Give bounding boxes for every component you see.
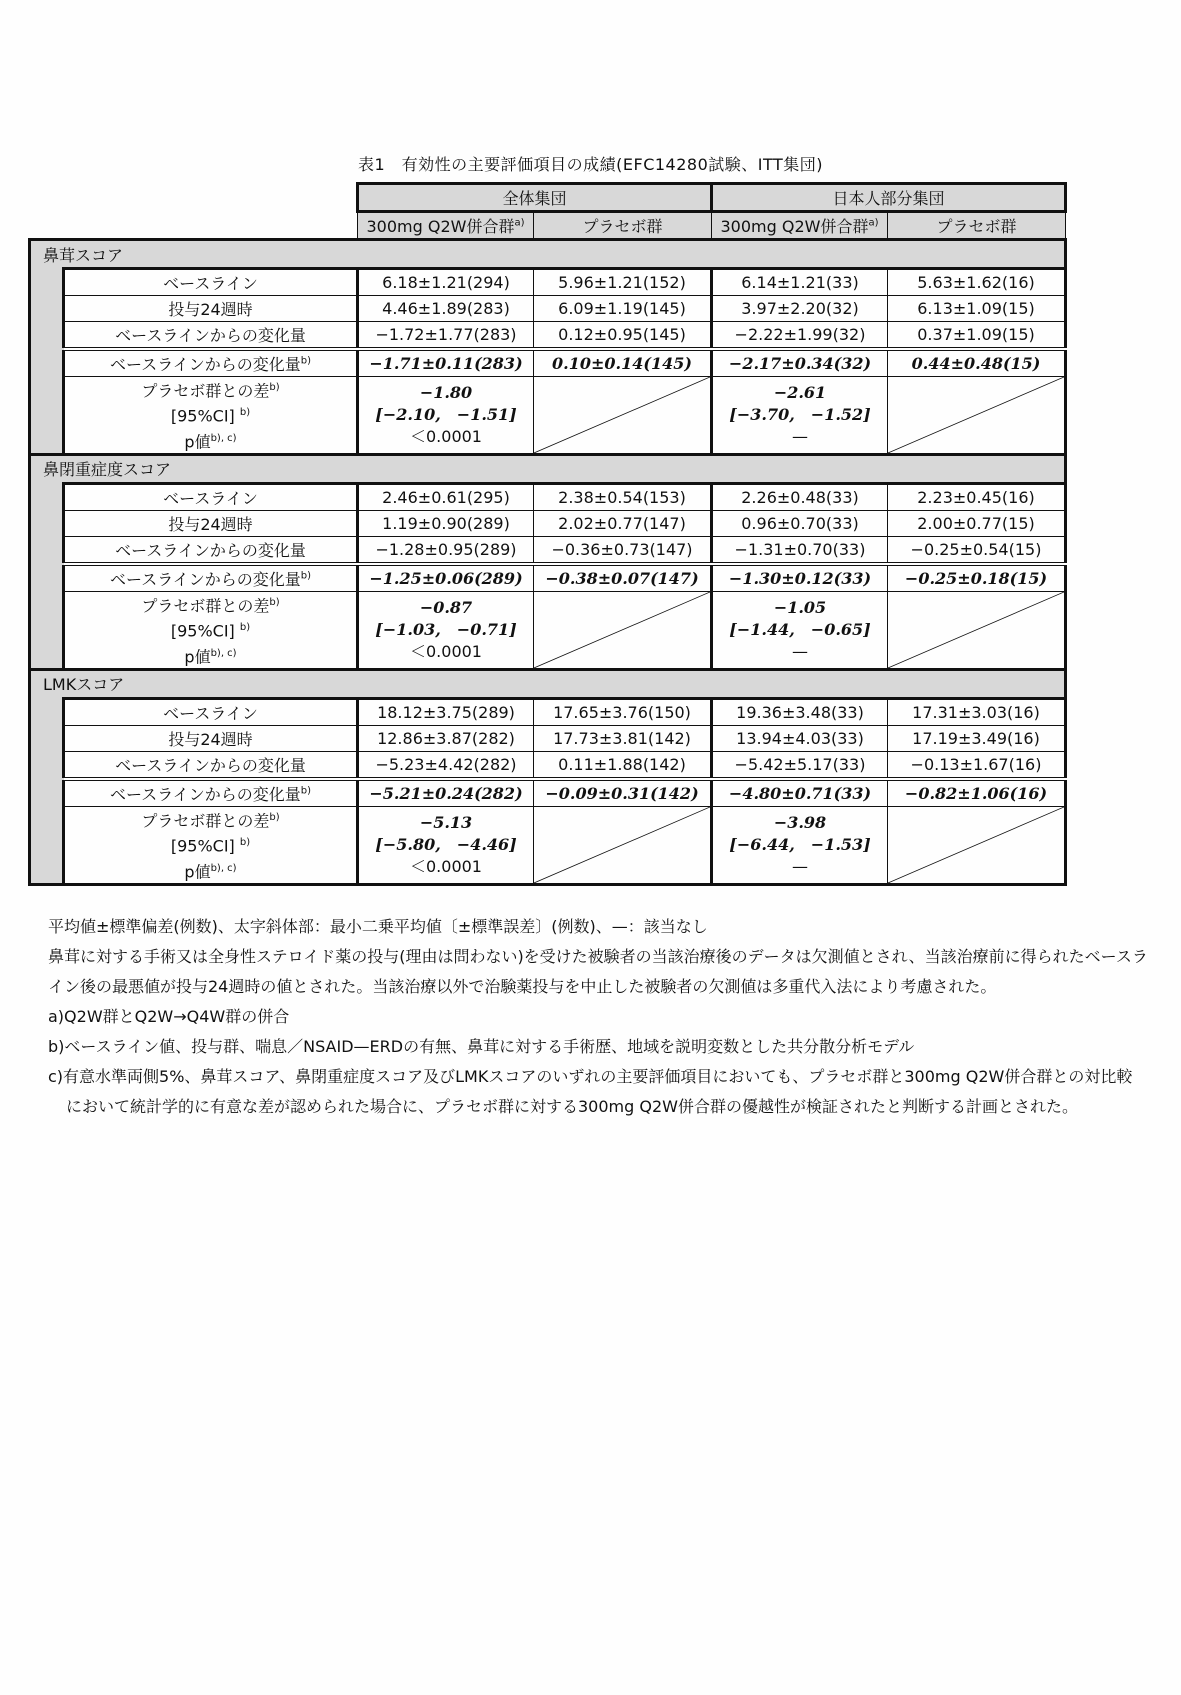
value-cell: 2.46±0.61(295) bbox=[358, 483, 534, 510]
footnote-legend: 平均値±標準偏差(例数)、太字斜体部：最小二乗平均値〔±標準誤差〕(例数)、—：該当なし bbox=[48, 917, 708, 936]
row-label-change: ベースラインからの変化量 bbox=[64, 536, 358, 564]
section-title: LMKスコア bbox=[30, 669, 1066, 698]
difference-all: −5.13 [−5.80, −4.46] ＜0.0001 bbox=[358, 806, 534, 884]
column-header-row bbox=[30, 212, 1066, 240]
table-row bbox=[30, 510, 1066, 536]
not-applicable-cell bbox=[888, 591, 1066, 669]
section-title: 鼻閉重症度スコア bbox=[30, 454, 1066, 483]
value-cell: 6.14±1.21(33) bbox=[712, 269, 888, 296]
value-cell: 1.19±0.90(289) bbox=[358, 510, 534, 536]
row-label-change_ls: ベースラインからの変化量$^{b)}$ bbox=[64, 779, 358, 807]
difference-all: −0.87 [−1.03, −0.71] ＜0.0001 bbox=[358, 591, 534, 669]
value-cell: 2.00±0.77(15) bbox=[888, 510, 1066, 536]
value-cell: 6.13±1.09(15) bbox=[888, 296, 1066, 322]
section-header-row bbox=[30, 240, 1066, 269]
value-cell: 4.46±1.89(283) bbox=[358, 296, 534, 322]
table-body bbox=[30, 240, 1066, 885]
value-cell: 18.12±3.75(289) bbox=[358, 698, 534, 725]
value-cell: −1.31±0.70(33) bbox=[712, 536, 888, 564]
value-cell: 13.94±4.03(33) bbox=[712, 725, 888, 751]
value-cell: −0.38±0.07(147) bbox=[534, 564, 712, 592]
row-label-difference: プラセボ群との差$^{b)}$ [95%CI] $^{b)}$ p値$^{b), c)}$ bbox=[64, 377, 358, 455]
value-cell: −1.28±0.95(289) bbox=[358, 536, 534, 564]
value-cell: −1.30±0.12(33) bbox=[712, 564, 888, 592]
footnotes bbox=[48, 912, 1148, 1122]
group-jp-header: 日本人部分集団 bbox=[712, 184, 1066, 212]
value-cell: 3.97±2.20(32) bbox=[712, 296, 888, 322]
value-cell: 5.63±1.62(16) bbox=[888, 269, 1066, 296]
table-row bbox=[30, 536, 1066, 564]
value-cell: 17.73±3.81(142) bbox=[534, 725, 712, 751]
col-drug-all: 300mg Q2W併合群$^{a)}$ bbox=[358, 212, 534, 240]
value-cell: −5.23±4.42(282) bbox=[358, 751, 534, 779]
value-cell: 19.36±3.48(33) bbox=[712, 698, 888, 725]
table-row bbox=[30, 751, 1066, 779]
value-cell: 5.96±1.21(152) bbox=[534, 269, 712, 296]
value-cell: −1.25±0.06(289) bbox=[358, 564, 534, 592]
row-label-week24: 投与24週時 bbox=[64, 296, 358, 322]
value-cell: −2.17±0.34(32) bbox=[712, 349, 888, 377]
row-label-baseline: ベースライン bbox=[64, 483, 358, 510]
value-cell: 2.23±0.45(16) bbox=[888, 483, 1066, 510]
difference-jp: −3.98 [−6.44, −1.53] — bbox=[712, 806, 888, 884]
row-label-baseline: ベースライン bbox=[64, 269, 358, 296]
row-label-difference: プラセボ群との差$^{b)}$ [95%CI] $^{b)}$ p値$^{b), c)}$ bbox=[64, 806, 358, 884]
table-row bbox=[30, 698, 1066, 725]
section-title: 鼻茸スコア bbox=[30, 240, 1066, 269]
value-cell: −5.42±5.17(33) bbox=[712, 751, 888, 779]
table-row bbox=[30, 564, 1066, 592]
table-caption: 表1 有効性の主要評価項目の成績(EFC14280試験、ITT集団) bbox=[357, 155, 824, 174]
section-header-row bbox=[30, 454, 1066, 483]
not-applicable-cell bbox=[534, 377, 712, 455]
table-row bbox=[30, 725, 1066, 751]
group-all-header: 全体集団 bbox=[358, 184, 712, 212]
value-cell: −5.21±0.24(282) bbox=[358, 779, 534, 807]
table-row bbox=[30, 483, 1066, 510]
table-row bbox=[30, 296, 1066, 322]
value-cell: −0.09±0.31(142) bbox=[534, 779, 712, 807]
not-applicable-cell bbox=[888, 377, 1066, 455]
difference-all: −1.80 [−2.10, −1.51] ＜0.0001 bbox=[358, 377, 534, 455]
row-label-week24: 投与24週時 bbox=[64, 510, 358, 536]
value-cell: 17.31±3.03(16) bbox=[888, 698, 1066, 725]
value-cell: −0.25±0.18(15) bbox=[888, 564, 1066, 592]
row-label-change: ベースラインからの変化量 bbox=[64, 751, 358, 779]
value-cell: 0.37±1.09(15) bbox=[888, 322, 1066, 350]
value-cell: 0.10±0.14(145) bbox=[534, 349, 712, 377]
table-row-difference bbox=[30, 591, 1066, 669]
row-label-change: ベースラインからの変化量 bbox=[64, 322, 358, 350]
value-cell: −0.13±1.67(16) bbox=[888, 751, 1066, 779]
row-label-week24: 投与24週時 bbox=[64, 725, 358, 751]
row-label-difference: プラセボ群との差$^{b)}$ [95%CI] $^{b)}$ p値$^{b), c)}$ bbox=[64, 591, 358, 669]
value-cell: 0.96±0.70(33) bbox=[712, 510, 888, 536]
table-row bbox=[30, 349, 1066, 377]
value-cell: −4.80±0.71(33) bbox=[712, 779, 888, 807]
value-cell: 12.86±3.87(282) bbox=[358, 725, 534, 751]
section-header-row bbox=[30, 669, 1066, 698]
value-cell: 6.18±1.21(294) bbox=[358, 269, 534, 296]
efficacy-table bbox=[28, 182, 1067, 886]
value-cell: 0.11±1.88(142) bbox=[534, 751, 712, 779]
table-row-difference bbox=[30, 377, 1066, 455]
difference-jp: −1.05 [−1.44, −0.65] — bbox=[712, 591, 888, 669]
footnote-a: a)Q2W群とQ2W→Q4W群の併合 bbox=[48, 1007, 290, 1026]
value-cell: −1.72±1.77(283) bbox=[358, 322, 534, 350]
value-cell: −2.22±1.99(32) bbox=[712, 322, 888, 350]
col-drug-jp: 300mg Q2W併合群$^{a)}$ bbox=[712, 212, 888, 240]
value-cell: 2.02±0.77(147) bbox=[534, 510, 712, 536]
value-cell: −0.25±0.54(15) bbox=[888, 536, 1066, 564]
table-row-difference bbox=[30, 806, 1066, 884]
row-label-baseline: ベースライン bbox=[64, 698, 358, 725]
footnote-imputation: 鼻茸に対する手術又は全身性ステロイド薬の投与(理由は問わない)を受けた被験者の当該治療後のデータは欠測値とされ、当該治療前に得られたベースライン後の最悪値が投与24週時の値とされた。当該治療以外で治験薬投与を中止した被験者の欠測値は多重代入法により考慮された。 bbox=[48, 947, 1148, 996]
value-cell: 0.44±0.48(15) bbox=[888, 349, 1066, 377]
value-cell: 17.19±3.49(16) bbox=[888, 725, 1066, 751]
table-row bbox=[30, 322, 1066, 350]
table-row bbox=[30, 779, 1066, 807]
table-row bbox=[30, 269, 1066, 296]
row-label-change_ls: ベースラインからの変化量$^{b)}$ bbox=[64, 564, 358, 592]
not-applicable-cell bbox=[534, 806, 712, 884]
value-cell: 6.09±1.19(145) bbox=[534, 296, 712, 322]
value-cell: −0.82±1.06(16) bbox=[888, 779, 1066, 807]
difference-jp: −2.61 [−3.70, −1.52] — bbox=[712, 377, 888, 455]
col-placebo-all: プラセボ群 bbox=[534, 212, 712, 240]
not-applicable-cell bbox=[888, 806, 1066, 884]
row-label-change_ls: ベースラインからの変化量$^{b)}$ bbox=[64, 349, 358, 377]
value-cell: 17.65±3.76(150) bbox=[534, 698, 712, 725]
col-placebo-jp: プラセボ群 bbox=[888, 212, 1066, 240]
value-cell: −0.36±0.73(147) bbox=[534, 536, 712, 564]
group-header-row bbox=[30, 184, 1066, 212]
value-cell: 0.12±0.95(145) bbox=[534, 322, 712, 350]
value-cell: 2.38±0.54(153) bbox=[534, 483, 712, 510]
value-cell: 2.26±0.48(33) bbox=[712, 483, 888, 510]
not-applicable-cell bbox=[534, 591, 712, 669]
value-cell: −1.71±0.11(283) bbox=[358, 349, 534, 377]
footnote-b: b)ベースライン値、投与群、喘息／NSAID—ERDの有無、鼻茸に対する手術歴、地域を説明変数とした共分散分析モデル bbox=[48, 1037, 915, 1056]
footnote-c: c)有意水準両側5%、鼻茸スコア、鼻閉重症度スコア及びLMKスコアのいずれの主要評価項目においても、プラセボ群と300mg Q2W併合群との対比較において統計学的に有意な差が認められた場合に、プラセボ群に対する300mg Q2W併合群の優越性が検証されたと判断する計画とされた。 bbox=[48, 1067, 1133, 1116]
